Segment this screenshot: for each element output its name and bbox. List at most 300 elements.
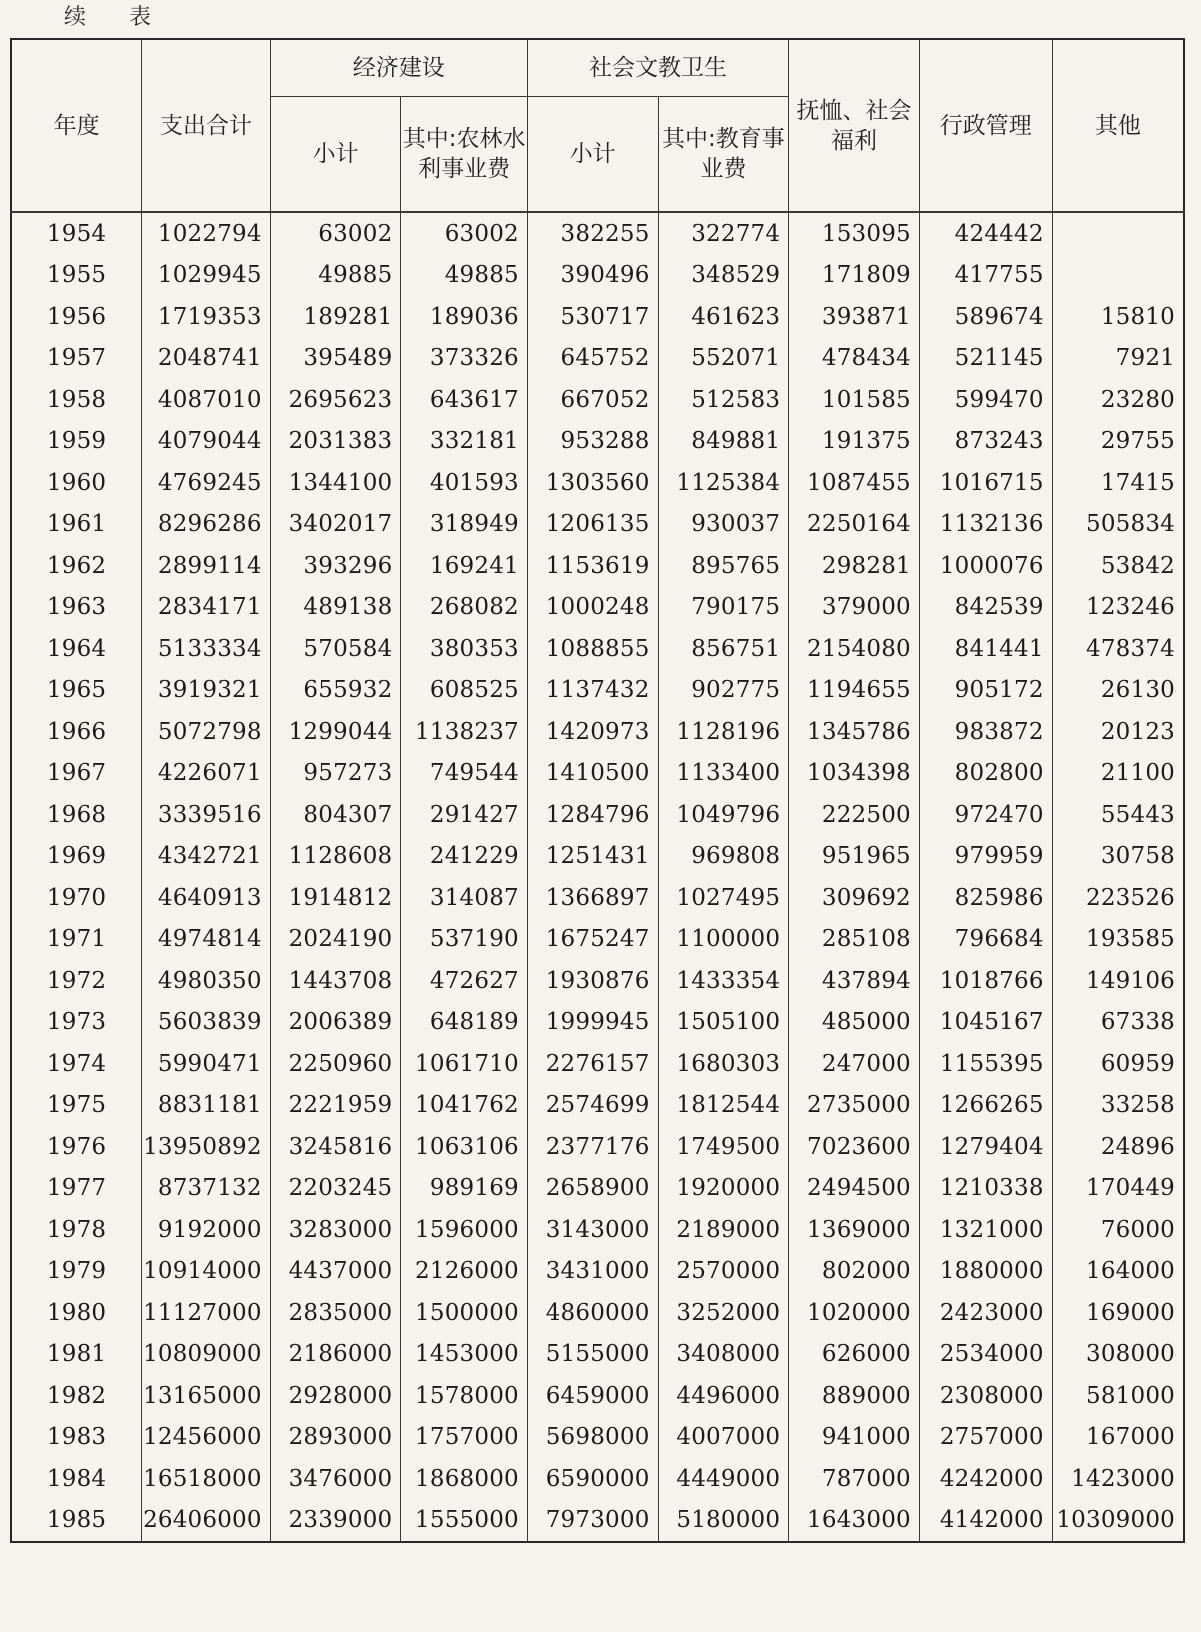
cell-social-subtotal: 382255 xyxy=(527,212,658,255)
table-row xyxy=(11,753,1184,795)
cell-total: 4640913 xyxy=(142,877,271,919)
cell-welfare: 247000 xyxy=(789,1043,920,1085)
cell-econ-subtotal: 393296 xyxy=(270,545,401,587)
cell-econ-subtotal: 489138 xyxy=(270,587,401,629)
cell-year: 1971 xyxy=(11,919,142,961)
cell-admin: 521145 xyxy=(919,338,1052,380)
table-row xyxy=(11,711,1184,753)
cell-econ-agri: 318949 xyxy=(401,504,527,546)
cell-econ-subtotal: 4437000 xyxy=(270,1251,401,1293)
cell-other: 10309000 xyxy=(1052,1500,1184,1543)
cell-social-edu: 895765 xyxy=(658,545,789,587)
cell-welfare: 379000 xyxy=(789,587,920,629)
cell-social-edu: 3252000 xyxy=(658,1292,789,1334)
cell-welfare: 1369000 xyxy=(789,1209,920,1251)
cell-admin: 905172 xyxy=(919,670,1052,712)
cell-econ-agri: 63002 xyxy=(401,212,527,255)
cell-total: 3339516 xyxy=(142,794,271,836)
cell-total: 8296286 xyxy=(142,504,271,546)
table-row xyxy=(11,1043,1184,1085)
cell-other: 23280 xyxy=(1052,379,1184,421)
cell-welfare: 101585 xyxy=(789,379,920,421)
header-year: 年度 xyxy=(11,39,142,212)
cell-social-edu: 790175 xyxy=(658,587,789,629)
cell-other xyxy=(1052,255,1184,297)
cell-admin: 424442 xyxy=(919,212,1052,255)
cell-econ-agri: 169241 xyxy=(401,545,527,587)
cell-social-edu: 1027495 xyxy=(658,877,789,919)
cell-admin: 1132136 xyxy=(919,504,1052,546)
cell-econ-agri: 1596000 xyxy=(401,1209,527,1251)
cell-econ-subtotal: 2835000 xyxy=(270,1292,401,1334)
cell-econ-subtotal: 2006389 xyxy=(270,1002,401,1044)
cell-social-edu: 461623 xyxy=(658,296,789,338)
cell-other: 167000 xyxy=(1052,1417,1184,1459)
table-row xyxy=(11,877,1184,919)
header-econ-agri: 其中:农林水利事业费 xyxy=(401,97,527,213)
cell-year: 1962 xyxy=(11,545,142,587)
cell-welfare: 1087455 xyxy=(789,462,920,504)
cell-social-edu: 1433354 xyxy=(658,960,789,1002)
table-row xyxy=(11,462,1184,504)
cell-econ-agri: 643617 xyxy=(401,379,527,421)
cell-admin: 841441 xyxy=(919,628,1052,670)
cell-admin: 802800 xyxy=(919,753,1052,795)
cell-other: 223526 xyxy=(1052,877,1184,919)
table-row xyxy=(11,960,1184,1002)
cell-econ-agri: 401593 xyxy=(401,462,527,504)
cell-social-subtotal: 1206135 xyxy=(527,504,658,546)
cell-welfare: 7023600 xyxy=(789,1126,920,1168)
cell-econ-subtotal: 1128608 xyxy=(270,836,401,878)
table-row xyxy=(11,1251,1184,1293)
table-row xyxy=(11,1085,1184,1127)
cell-admin: 983872 xyxy=(919,711,1052,753)
cell-econ-agri: 380353 xyxy=(401,628,527,670)
cell-social-subtotal: 1088855 xyxy=(527,628,658,670)
cell-total: 2834171 xyxy=(142,587,271,629)
cell-econ-subtotal: 189281 xyxy=(270,296,401,338)
cell-social-subtotal: 2658900 xyxy=(527,1168,658,1210)
cell-other: 478374 xyxy=(1052,628,1184,670)
cell-welfare: 802000 xyxy=(789,1251,920,1293)
cell-year: 1954 xyxy=(11,212,142,255)
cell-social-subtotal: 1675247 xyxy=(527,919,658,961)
cell-econ-agri: 314087 xyxy=(401,877,527,919)
cell-admin: 1880000 xyxy=(919,1251,1052,1293)
cell-welfare: 2735000 xyxy=(789,1085,920,1127)
cell-welfare: 1643000 xyxy=(789,1500,920,1543)
cell-econ-subtotal: 2695623 xyxy=(270,379,401,421)
cell-year: 1957 xyxy=(11,338,142,380)
cell-social-edu: 512583 xyxy=(658,379,789,421)
cell-total: 8737132 xyxy=(142,1168,271,1210)
cell-social-edu: 1100000 xyxy=(658,919,789,961)
cell-econ-subtotal: 3476000 xyxy=(270,1458,401,1500)
cell-year: 1965 xyxy=(11,670,142,712)
cell-year: 1959 xyxy=(11,421,142,463)
cell-admin: 796684 xyxy=(919,919,1052,961)
cell-admin: 1279404 xyxy=(919,1126,1052,1168)
cell-social-edu: 849881 xyxy=(658,421,789,463)
cell-social-edu: 5180000 xyxy=(658,1500,789,1543)
cell-econ-agri: 1138237 xyxy=(401,711,527,753)
cell-econ-subtotal: 2928000 xyxy=(270,1375,401,1417)
cell-admin: 825986 xyxy=(919,877,1052,919)
cell-econ-subtotal: 1914812 xyxy=(270,877,401,919)
cell-econ-agri: 989169 xyxy=(401,1168,527,1210)
cell-econ-agri: 1061710 xyxy=(401,1043,527,1085)
cell-total: 4079044 xyxy=(142,421,271,463)
cell-social-edu: 2189000 xyxy=(658,1209,789,1251)
cell-econ-agri: 1041762 xyxy=(401,1085,527,1127)
cell-total: 10809000 xyxy=(142,1334,271,1376)
cell-econ-subtotal: 3402017 xyxy=(270,504,401,546)
cell-other: 7921 xyxy=(1052,338,1184,380)
cell-social-edu: 1920000 xyxy=(658,1168,789,1210)
cell-other: 67338 xyxy=(1052,1002,1184,1044)
cell-social-edu: 348529 xyxy=(658,255,789,297)
header-total: 支出合计 xyxy=(142,39,271,212)
cell-other: 17415 xyxy=(1052,462,1184,504)
cell-admin: 972470 xyxy=(919,794,1052,836)
cell-welfare: 1345786 xyxy=(789,711,920,753)
cell-admin: 842539 xyxy=(919,587,1052,629)
cell-social-edu: 1505100 xyxy=(658,1002,789,1044)
cell-econ-agri: 1063106 xyxy=(401,1126,527,1168)
cell-social-subtotal: 1366897 xyxy=(527,877,658,919)
cell-year: 1966 xyxy=(11,711,142,753)
cell-other: 15810 xyxy=(1052,296,1184,338)
cell-welfare: 222500 xyxy=(789,794,920,836)
cell-econ-subtotal: 3283000 xyxy=(270,1209,401,1251)
cell-social-edu: 1128196 xyxy=(658,711,789,753)
cell-total: 5603839 xyxy=(142,1002,271,1044)
cell-total: 4769245 xyxy=(142,462,271,504)
cell-econ-subtotal: 395489 xyxy=(270,338,401,380)
header-econ: 经济建设 xyxy=(270,39,527,97)
cell-econ-agri: 189036 xyxy=(401,296,527,338)
cell-admin: 417755 xyxy=(919,255,1052,297)
table-row xyxy=(11,670,1184,712)
cell-welfare: 2250164 xyxy=(789,504,920,546)
cell-welfare: 309692 xyxy=(789,877,920,919)
cell-econ-subtotal: 2203245 xyxy=(270,1168,401,1210)
header-other: 其他 xyxy=(1052,39,1184,212)
cell-other: 170449 xyxy=(1052,1168,1184,1210)
cell-econ-agri: 1453000 xyxy=(401,1334,527,1376)
cell-social-subtotal: 2574699 xyxy=(527,1085,658,1127)
cell-social-edu: 969808 xyxy=(658,836,789,878)
table-row xyxy=(11,836,1184,878)
cell-social-subtotal: 530717 xyxy=(527,296,658,338)
cell-econ-agri: 1578000 xyxy=(401,1375,527,1417)
cell-social-edu: 1680303 xyxy=(658,1043,789,1085)
cell-year: 1985 xyxy=(11,1500,142,1543)
table-row xyxy=(11,1126,1184,1168)
cell-total: 5990471 xyxy=(142,1043,271,1085)
cell-econ-subtotal: 2221959 xyxy=(270,1085,401,1127)
cell-welfare: 437894 xyxy=(789,960,920,1002)
cell-year: 1956 xyxy=(11,296,142,338)
cell-welfare: 153095 xyxy=(789,212,920,255)
table-row xyxy=(11,296,1184,338)
cell-total: 12456000 xyxy=(142,1417,271,1459)
cell-social-edu: 1049796 xyxy=(658,794,789,836)
cell-welfare: 285108 xyxy=(789,919,920,961)
cell-welfare: 787000 xyxy=(789,1458,920,1500)
cell-year: 1975 xyxy=(11,1085,142,1127)
table-row xyxy=(11,338,1184,380)
cell-social-subtotal: 1999945 xyxy=(527,1002,658,1044)
cell-social-edu: 4449000 xyxy=(658,1458,789,1500)
header-econ-subtotal: 小计 xyxy=(270,97,401,213)
cell-year: 1972 xyxy=(11,960,142,1002)
cell-econ-subtotal: 655932 xyxy=(270,670,401,712)
cell-welfare: 941000 xyxy=(789,1417,920,1459)
table-row xyxy=(11,1375,1184,1417)
cell-total: 4087010 xyxy=(142,379,271,421)
cell-year: 1960 xyxy=(11,462,142,504)
cell-total: 4342721 xyxy=(142,836,271,878)
cell-econ-agri: 2126000 xyxy=(401,1251,527,1293)
expenditure-table xyxy=(10,38,1185,1543)
cell-other: 1423000 xyxy=(1052,1458,1184,1500)
cell-other: 581000 xyxy=(1052,1375,1184,1417)
cell-year: 1961 xyxy=(11,504,142,546)
table-caption: 续 表 xyxy=(64,5,169,30)
cell-year: 1974 xyxy=(11,1043,142,1085)
cell-admin: 1000076 xyxy=(919,545,1052,587)
cell-social-subtotal: 5698000 xyxy=(527,1417,658,1459)
cell-social-edu: 2570000 xyxy=(658,1251,789,1293)
cell-welfare: 171809 xyxy=(789,255,920,297)
cell-admin: 2534000 xyxy=(919,1334,1052,1376)
cell-other: 20123 xyxy=(1052,711,1184,753)
header-social: 社会文教卫生 xyxy=(527,39,788,97)
cell-econ-subtotal: 49885 xyxy=(270,255,401,297)
cell-social-edu: 1133400 xyxy=(658,753,789,795)
cell-welfare: 485000 xyxy=(789,1002,920,1044)
cell-total: 4226071 xyxy=(142,753,271,795)
cell-year: 1969 xyxy=(11,836,142,878)
cell-admin: 1266265 xyxy=(919,1085,1052,1127)
cell-social-edu: 902775 xyxy=(658,670,789,712)
table-body xyxy=(11,212,1184,1542)
cell-social-subtotal: 1137432 xyxy=(527,670,658,712)
table-row xyxy=(11,919,1184,961)
cell-total: 1029945 xyxy=(142,255,271,297)
cell-welfare: 1194655 xyxy=(789,670,920,712)
table-row xyxy=(11,1002,1184,1044)
cell-econ-subtotal: 2186000 xyxy=(270,1334,401,1376)
cell-social-subtotal: 1420973 xyxy=(527,711,658,753)
cell-total: 4980350 xyxy=(142,960,271,1002)
cell-welfare: 2154080 xyxy=(789,628,920,670)
cell-econ-subtotal: 63002 xyxy=(270,212,401,255)
cell-econ-agri: 332181 xyxy=(401,421,527,463)
table-row xyxy=(11,1209,1184,1251)
cell-total: 2899114 xyxy=(142,545,271,587)
cell-other: 55443 xyxy=(1052,794,1184,836)
cell-other xyxy=(1052,212,1184,255)
cell-welfare: 626000 xyxy=(789,1334,920,1376)
cell-other: 76000 xyxy=(1052,1209,1184,1251)
cell-total: 26406000 xyxy=(142,1500,271,1543)
cell-social-subtotal: 953288 xyxy=(527,421,658,463)
cell-social-subtotal: 1303560 xyxy=(527,462,658,504)
cell-econ-agri: 608525 xyxy=(401,670,527,712)
cell-econ-subtotal: 2339000 xyxy=(270,1500,401,1543)
cell-social-subtotal: 3143000 xyxy=(527,1209,658,1251)
cell-welfare: 1034398 xyxy=(789,753,920,795)
table-row xyxy=(11,794,1184,836)
cell-social-edu: 322774 xyxy=(658,212,789,255)
cell-other: 30758 xyxy=(1052,836,1184,878)
cell-social-subtotal: 6459000 xyxy=(527,1375,658,1417)
cell-admin: 1045167 xyxy=(919,1002,1052,1044)
cell-econ-agri: 1500000 xyxy=(401,1292,527,1334)
cell-econ-agri: 241229 xyxy=(401,836,527,878)
cell-other: 308000 xyxy=(1052,1334,1184,1376)
cell-econ-agri: 472627 xyxy=(401,960,527,1002)
cell-admin: 4142000 xyxy=(919,1500,1052,1543)
cell-admin: 599470 xyxy=(919,379,1052,421)
cell-econ-agri: 648189 xyxy=(401,1002,527,1044)
cell-econ-subtotal: 570584 xyxy=(270,628,401,670)
table-row xyxy=(11,379,1184,421)
cell-total: 8831181 xyxy=(142,1085,271,1127)
header-welfare: 抚恤、社会福利 xyxy=(789,39,920,212)
header-social-edu: 其中:教育事业费 xyxy=(658,97,789,213)
cell-admin: 2423000 xyxy=(919,1292,1052,1334)
cell-total: 5133334 xyxy=(142,628,271,670)
cell-total: 1719353 xyxy=(142,296,271,338)
table-row xyxy=(11,1292,1184,1334)
cell-total: 2048741 xyxy=(142,338,271,380)
cell-year: 1968 xyxy=(11,794,142,836)
cell-total: 9192000 xyxy=(142,1209,271,1251)
cell-social-subtotal: 1284796 xyxy=(527,794,658,836)
cell-econ-subtotal: 2893000 xyxy=(270,1417,401,1459)
table-row xyxy=(11,212,1184,255)
cell-social-subtotal: 1153619 xyxy=(527,545,658,587)
cell-year: 1982 xyxy=(11,1375,142,1417)
cell-social-edu: 1812544 xyxy=(658,1085,789,1127)
cell-welfare: 2494500 xyxy=(789,1168,920,1210)
table-row xyxy=(11,1500,1184,1543)
cell-other: 149106 xyxy=(1052,960,1184,1002)
table-row xyxy=(11,255,1184,297)
cell-year: 1978 xyxy=(11,1209,142,1251)
cell-welfare: 191375 xyxy=(789,421,920,463)
cell-social-subtotal: 1251431 xyxy=(527,836,658,878)
cell-social-subtotal: 6590000 xyxy=(527,1458,658,1500)
cell-welfare: 393871 xyxy=(789,296,920,338)
cell-admin: 1210338 xyxy=(919,1168,1052,1210)
cell-admin: 979959 xyxy=(919,836,1052,878)
cell-admin: 1321000 xyxy=(919,1209,1052,1251)
cell-social-subtotal: 4860000 xyxy=(527,1292,658,1334)
cell-econ-agri: 749544 xyxy=(401,753,527,795)
cell-econ-subtotal: 2250960 xyxy=(270,1043,401,1085)
cell-welfare: 951965 xyxy=(789,836,920,878)
cell-year: 1958 xyxy=(11,379,142,421)
cell-other: 169000 xyxy=(1052,1292,1184,1334)
table-row xyxy=(11,545,1184,587)
cell-social-edu: 4496000 xyxy=(658,1375,789,1417)
cell-econ-agri: 373326 xyxy=(401,338,527,380)
table-row xyxy=(11,504,1184,546)
cell-econ-agri: 291427 xyxy=(401,794,527,836)
cell-social-edu: 3408000 xyxy=(658,1334,789,1376)
cell-other: 53842 xyxy=(1052,545,1184,587)
cell-admin: 1016715 xyxy=(919,462,1052,504)
cell-econ-agri: 1757000 xyxy=(401,1417,527,1459)
cell-econ-subtotal: 1344100 xyxy=(270,462,401,504)
cell-other: 164000 xyxy=(1052,1251,1184,1293)
cell-total: 1022794 xyxy=(142,212,271,255)
cell-econ-agri: 268082 xyxy=(401,587,527,629)
cell-other: 26130 xyxy=(1052,670,1184,712)
cell-admin: 2757000 xyxy=(919,1417,1052,1459)
cell-total: 5072798 xyxy=(142,711,271,753)
cell-econ-subtotal: 804307 xyxy=(270,794,401,836)
table-row xyxy=(11,421,1184,463)
cell-econ-subtotal: 957273 xyxy=(270,753,401,795)
cell-social-edu: 1125384 xyxy=(658,462,789,504)
cell-year: 1976 xyxy=(11,1126,142,1168)
cell-total: 16518000 xyxy=(142,1458,271,1500)
cell-total: 10914000 xyxy=(142,1251,271,1293)
cell-total: 4974814 xyxy=(142,919,271,961)
table-row xyxy=(11,587,1184,629)
header-admin: 行政管理 xyxy=(919,39,1052,212)
cell-other: 21100 xyxy=(1052,753,1184,795)
cell-admin: 1155395 xyxy=(919,1043,1052,1085)
cell-welfare: 298281 xyxy=(789,545,920,587)
cell-social-subtotal: 7973000 xyxy=(527,1500,658,1543)
table-row xyxy=(11,1168,1184,1210)
cell-year: 1979 xyxy=(11,1251,142,1293)
cell-year: 1983 xyxy=(11,1417,142,1459)
cell-social-edu: 856751 xyxy=(658,628,789,670)
cell-social-subtotal: 645752 xyxy=(527,338,658,380)
cell-social-subtotal: 1930876 xyxy=(527,960,658,1002)
cell-social-edu: 4007000 xyxy=(658,1417,789,1459)
table-row xyxy=(11,1417,1184,1459)
cell-econ-agri: 49885 xyxy=(401,255,527,297)
table-row xyxy=(11,628,1184,670)
cell-econ-agri: 1555000 xyxy=(401,1500,527,1543)
cell-welfare: 889000 xyxy=(789,1375,920,1417)
cell-social-subtotal: 1410500 xyxy=(527,753,658,795)
cell-other: 33258 xyxy=(1052,1085,1184,1127)
cell-social-subtotal: 3431000 xyxy=(527,1251,658,1293)
cell-other: 505834 xyxy=(1052,504,1184,546)
cell-year: 1980 xyxy=(11,1292,142,1334)
cell-econ-agri: 537190 xyxy=(401,919,527,961)
cell-other: 193585 xyxy=(1052,919,1184,961)
cell-admin: 873243 xyxy=(919,421,1052,463)
cell-admin: 4242000 xyxy=(919,1458,1052,1500)
cell-admin: 1018766 xyxy=(919,960,1052,1002)
cell-social-subtotal: 2276157 xyxy=(527,1043,658,1085)
cell-admin: 2308000 xyxy=(919,1375,1052,1417)
cell-other: 60959 xyxy=(1052,1043,1184,1085)
cell-year: 1981 xyxy=(11,1334,142,1376)
cell-econ-subtotal: 2024190 xyxy=(270,919,401,961)
